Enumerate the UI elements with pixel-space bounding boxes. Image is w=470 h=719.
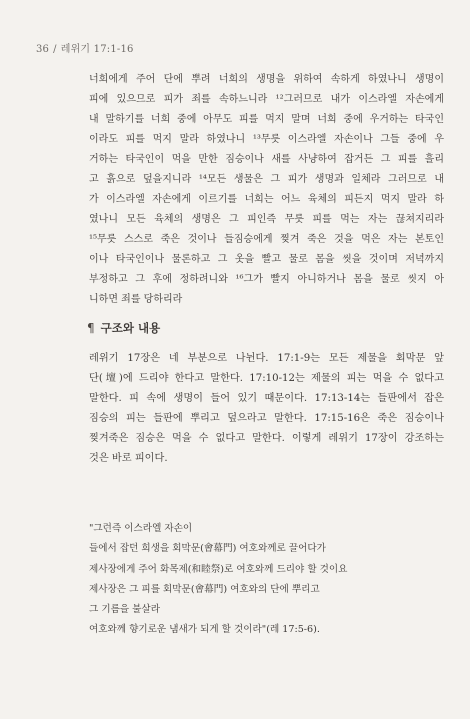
scripture-line: 가 이스라엘 자손에게 이르기를 너희는 어느 육체의 피든지 먹지 말라 하 [89,194,444,205]
scripture-line: 피에 있으므로 피가 죄를 속하느니라 ¹²그러므로 내가 이스라엘 자손에게 [89,94,444,105]
scripture-line: 내 말하기를 너희 중에 아무도 피를 먹지 말며 너희 중에 우거하는 타국인 [89,114,444,125]
quote-line: 제사장은 그 피를 회막문(會幕門) 여호와의 단에 뿌리고 [89,583,320,595]
running-head-separator: / [53,44,57,55]
body-line: 레위기 17장은 네 부분으로 나뉜다. 17:1-9는 모든 제물을 회막문 앞 [89,353,444,364]
scripture-line: 고 흙으로 덮을지니라 ¹⁴모든 생물은 그 피가 생명과 일체라 그러므로 내 [89,174,444,185]
body-line: 것은 바로 피이다. [89,453,168,464]
body-line: 단(壇)에 드리야 한다고 말한다. 17:10-12는 제물의 피는 먹을 수 없다고 [89,373,444,384]
quote-line: 들에서 잡던 희생을 회막문(會幕門) 여호와께로 끌어다가 [89,543,326,555]
quote-line: "그런즉 이스라엘 자손이 [89,523,193,534]
block-quote [89,519,449,641]
body-paragraph [89,349,444,469]
running-head [36,40,134,55]
section-heading [87,320,160,336]
quote-line: 제사장에게 주어 화목제(和睦祭)로 여호와께 드리야 할 것이요 [89,563,348,575]
scripture-line: 니하면 죄를 당하리라 [89,294,183,305]
quote-line: 그 기름을 불살라 [89,604,160,616]
scripture-line: 이나 타국인이나 물론하고 그 옷을 빨고 물로 몸을 씻을 것이며 저녁까지 [89,254,444,265]
section-title: 구조와 내용 [100,321,161,335]
body-line: 말한다. 피 속에 생명이 들어 있기 때문이다. 17:13-14는 들판에서 잡은 [89,393,444,404]
scripture-line: 부정하고 그 후에 정하려니와 ¹⁶그가 빨지 아니하거나 몸을 물로 씻지 아 [89,274,444,285]
quote-line: 여호와께 향기로운 냄새가 되게 할 것이라"(레 17:5-6). [89,624,320,636]
scripture-line: 너희에게 주어 단에 뿌려 너희의 생명을 위하여 속하게 하였나니 생명이 [89,74,444,85]
scripture-passage [89,70,444,310]
pilcrow-icon: ¶ [87,321,95,335]
body-line: 짐승의 피는 들판에 뿌리고 덮으라고 말한다. 17:15-16은 죽은 짐승이나 [89,413,444,424]
running-head-book: 레위기 17:1-16 [60,44,134,55]
scripture-line: 이라도 피를 먹지 말라 하였나니 ¹³무릇 이스라엘 자손이나 그들 중에 우 [89,134,444,145]
page-number: 36 [36,44,50,55]
scripture-line: 였나니 모든 육체의 생명은 그 피인즉 무릇 피를 먹는 자는 끊쳐지리라 [89,214,444,225]
scripture-line: ¹⁵무릇 스스로 죽은 것이나 들짐승에게 찢겨 죽은 것을 먹은 자는 본토인 [89,234,444,245]
body-line: 찢겨죽은 짐승은 먹을 수 없다고 말한다. 이렇게 레위기 17장이 강조하는 [89,433,444,444]
scripture-line: 거하는 타국인이 먹을 만한 짐승이나 새를 사냥하여 잡거든 그 피를 흘리 [89,154,444,165]
